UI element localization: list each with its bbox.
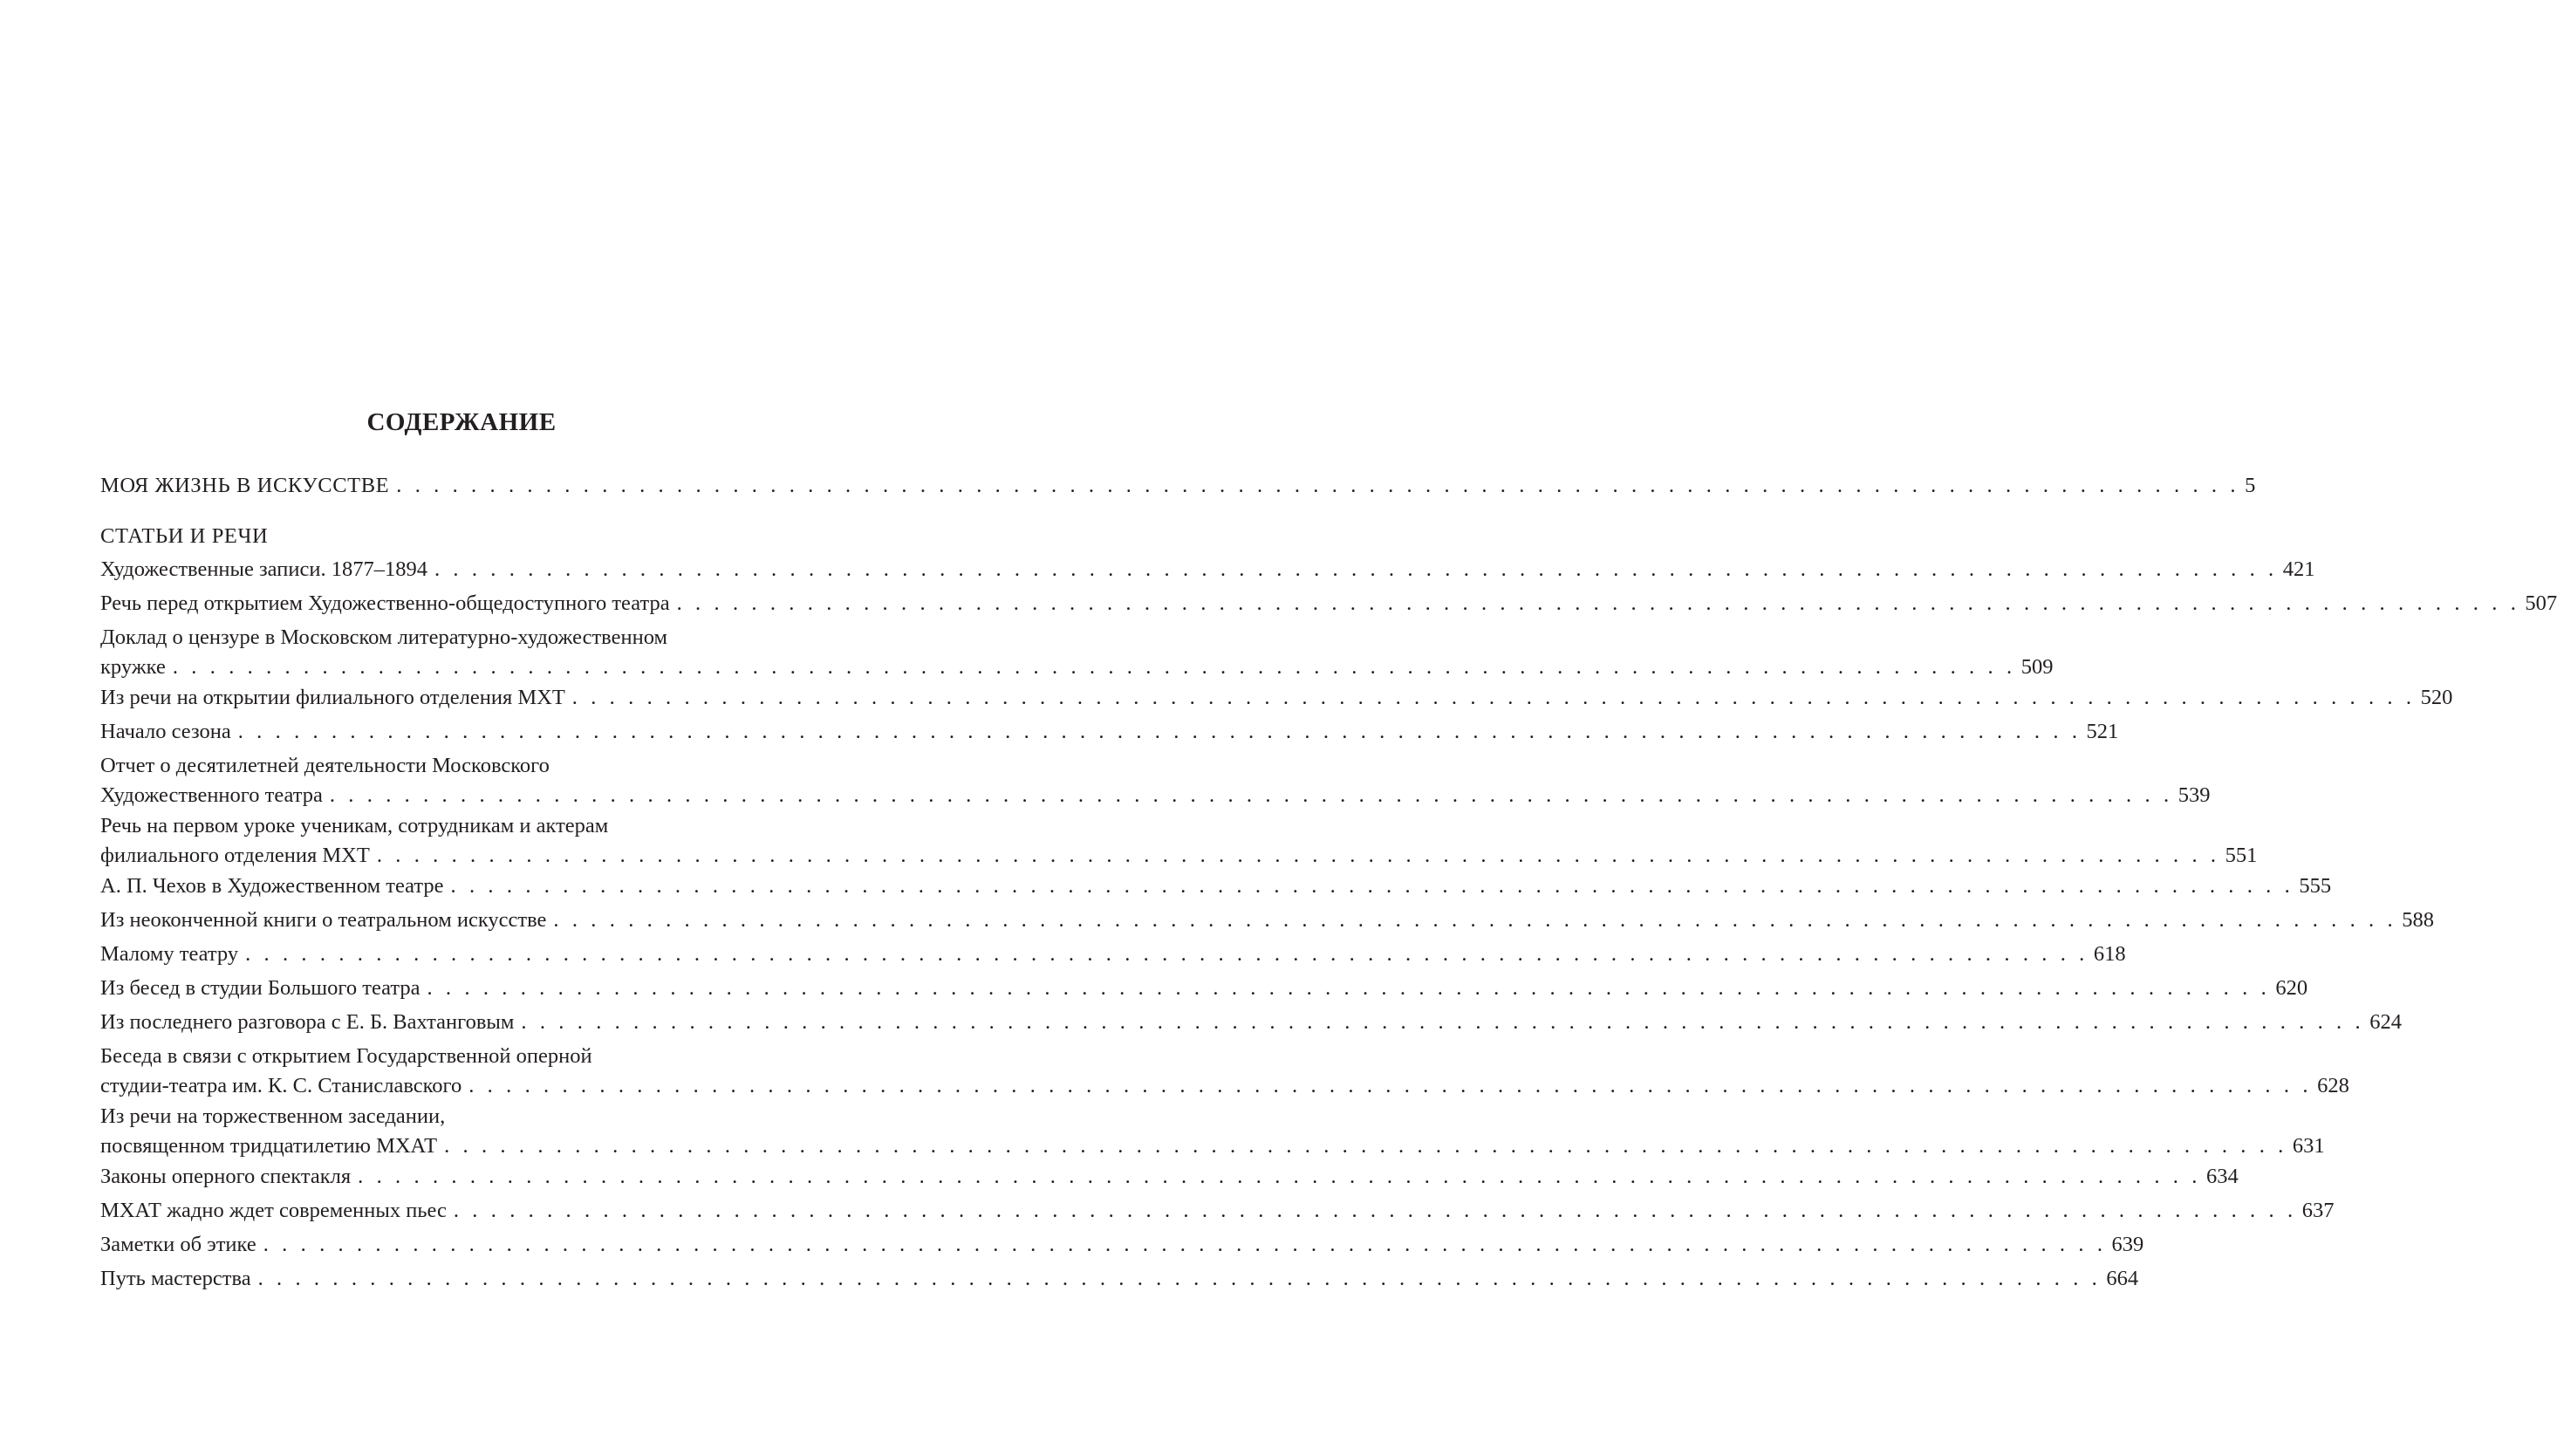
toc-entry[interactable] [100,1102,2325,1161]
toc-entry-title: А. П. Чехов в Художественном театре [100,874,444,898]
toc-entry[interactable] [100,974,2308,1003]
dot-leader: . . . . . . . . . . . . . . . . . . . . . . . . . . . . . . . . . . . . . . . . . . . . . . . . . . . . . . . . . . . . . . . . . . . . . . . . . . . . . . . . . . . . . . . . . . . . . . . . . . . [450,874,2294,898]
dot-leader: . . . . . . . . . . . . . . . . . . . . . . . . . . . . . . . . . . . . . . . . . . . . . . . . . . . . . . . . . . . . . . . . . . . . . . . . . . . . . . . . . . . . . . . . . . . . . . . . . . . [521,1010,2365,1034]
dot-leader: . . . . . . . . . . . . . . . . . . . . . . . . . . . . . . . . . . . . . . . . . . . . . . . . . . . . . . . . . . . . . . . . . . . . . . . . . . . . . . . . . . . . . . . . . . . . . . . . . . . [376,844,2220,867]
toc-entry[interactable] [100,1196,2335,1226]
toc-entry-title-line: Речь на первом уроке ученикам, сотрудникам и актерам [100,814,609,837]
toc-entry-title: МОЯ ЖИЗНЬ В ИСКУССТВЕ [100,474,390,497]
dot-leader: . . . . . . . . . . . . . . . . . . . . . . . . . . . . . . . . . . . . . . . . . . . . . . . . . . . . . . . . . . . . . . . . . . . . . . . . . . . . . . . . . . . . . . . . . . . . . . . . . . . [329,783,2173,807]
toc-entry-page: 551 [2225,844,2258,867]
toc-entry-page: 639 [2111,1233,2144,1256]
toc-entry-title: Из неоконченной книги о театральном искусстве [100,908,547,932]
toc-entry-title: Из речи на открытии филиального отделения МХТ [100,686,565,709]
dot-leader: . . . . . . . . . . . . . . . . . . . . . . . . . . . . . . . . . . . . . . . . . . . . . . . . . . . . . . . . . . . . . . . . . . . . . . . . . . . . . . . . . . . . . . . . . . . . . . . . . . . [434,557,2278,581]
toc-entry-page: 588 [2402,908,2434,932]
toc-entry[interactable] [100,940,2126,969]
dot-leader: . . . . . . . . . . . . . . . . . . . . . . . . . . . . . . . . . . . . . . . . . . . . . . . . . . . . . . . . . . . . . . . . . . . . . . . . . . . . . . . . . . . . . . . . . . . . . . . . . . . [172,655,2016,679]
toc-entry-title-line: Отчет о десятилетней деятельности Московского [100,754,550,777]
dot-leader: . . . . . . . . . . . . . . . . . . . . . . . . . . . . . . . . . . . . . . . . . . . . . . . . . . . . . . . . . . . . . . . . . . . . . . . . . . . . . . . . . . . . . . . . . . . . . . . . . . . [257,1267,2102,1290]
dot-leader: . . . . . . . . . . . . . . . . . . . . . . . . . . . . . . . . . . . . . . . . . . . . . . . . . . . . . . . . . . . . . . . . . . . . . . . . . . . . . . . . . . . . . . . . . . . . . . . . . . . [396,474,2240,497]
toc-entry-title-line: Из речи на торжественном заседании, [100,1104,446,1128]
toc-entry-title: Художественного театра [100,783,323,807]
toc-entry-title: Из последнего разговора с Е. Б. Вахтанговым [100,1010,515,1034]
toc-entry-title-line: Доклад о цензуре в Московском литературно-художественном [100,625,667,649]
toc-entry-page: 631 [2292,1134,2325,1158]
toc-entry-title: студии-театра им. К. С. Станиславского [100,1074,462,1097]
toc-entry-title: МХАТ жадно ждет современных пьес [100,1199,447,1222]
toc-entry-page: 520 [2420,686,2453,709]
toc-entry-title: филиального отделения МХТ [100,844,370,867]
toc-entry-page: 5 [2245,474,2256,497]
toc-entry-title: Художественные записи. 1877–1894 [100,557,427,581]
toc-entry-page: 555 [2299,874,2332,898]
toc-entry-page: 521 [2086,720,2119,743]
toc-entry-page: 634 [2205,1165,2239,1188]
toc-entry[interactable] [100,683,2453,713]
toc-entry[interactable] [100,589,2557,619]
toc-entry-title: Заметки об этике [100,1233,256,1256]
dot-leader: . . . . . . . . . . . . . . . . . . . . . . . . . . . . . . . . . . . . . . . . . . . . . . . . . . . . . . . . . . . . . . . . . . . . . . . . . . . . . . . . . . . . . . . . . . . . . . . . . . . [237,720,2082,743]
toc-entry-title: кружке [100,655,166,679]
toc-entry-page: 509 [2020,655,2054,679]
page-title: СОДЕРЖАНИЕ [366,408,557,436]
toc-entry-page: 620 [2275,976,2308,1000]
toc-entry-title: Законы оперного спектакля [100,1165,352,1188]
dot-leader: . . . . . . . . . . . . . . . . . . . . . . . . . . . . . . . . . . . . . . . . . . . . . . . . . . . . . . . . . . . . . . . . . . . . . . . . . . . . . . . . . . . . . . . . . . . . . . . . . . . [571,686,2416,709]
dot-leader: . . . . . . . . . . . . . . . . . . . . . . . . . . . . . . . . . . . . . . . . . . . . . . . . . . . . . . . . . . . . . . . . . . . . . . . . . . . . . . . . . . . . . . . . . . . . . . . . . . . [676,591,2520,615]
toc-entry[interactable] [100,555,2315,584]
toc-entry-page: 664 [2106,1267,2139,1290]
dot-leader: . . . . . . . . . . . . . . . . . . . . . . . . . . . . . . . . . . . . . . . . . . . . . . . . . . . . . . . . . . . . . . . . . . . . . . . . . . . . . . . . . . . . . . . . . . . . . . . . . . . [263,1233,2107,1256]
dot-leader: . . . . . . . . . . . . . . . . . . . . . . . . . . . . . . . . . . . . . . . . . . . . . . . . . . . . . . . . . . . . . . . . . . . . . . . . . . . . . . . . . . . . . . . . . . . . . . . . . . . [245,942,2089,966]
toc-entry[interactable] [100,623,2054,682]
dot-leader: . . . . . . . . . . . . . . . . . . . . . . . . . . . . . . . . . . . . . . . . . . . . . . . . . . . . . . . . . . . . . . . . . . . . . . . . . . . . . . . . . . . . . . . . . . . . . . . . . . . [427,976,2271,1000]
toc-entry-page: 421 [2282,557,2315,581]
toc-entry-title: посвященном тридцатилетию МХАТ [100,1134,438,1158]
toc-part-1[interactable] [100,471,2256,501]
toc-entry-page: 618 [2093,942,2126,966]
toc-entry[interactable] [100,1264,2139,1294]
toc-entry-page: 628 [2317,1074,2349,1097]
toc-entry[interactable] [100,811,2258,871]
toc-entry[interactable] [100,1230,2144,1260]
dot-leader: . . . . . . . . . . . . . . . . . . . . . . . . . . . . . . . . . . . . . . . . . . . . . . . . . . . . . . . . . . . . . . . . . . . . . . . . . . . . . . . . . . . . . . . . . . . . . . . . . . . [358,1165,2201,1188]
toc-entry-page: 624 [2369,1010,2402,1034]
toc-entry[interactable] [100,1008,2402,1037]
dot-leader: . . . . . . . . . . . . . . . . . . . . . . . . . . . . . . . . . . . . . . . . . . . . . . . . . . . . . . . . . . . . . . . . . . . . . . . . . . . . . . . . . . . . . . . . . . . . . . . . . . . [444,1134,2287,1158]
toc-entry-title: Путь мастерства [100,1267,251,1290]
toc-entry-page: 637 [2301,1199,2335,1222]
toc-entry-title: Речь перед открытием Художественно-общедоступного театра [100,591,670,615]
toc-entry-title: Начало сезона [100,720,231,743]
toc-entry-title-line: Беседа в связи с открытием Государственной оперной [100,1044,592,1068]
toc-entry-page: 539 [2178,783,2211,807]
toc-entry[interactable] [100,906,2434,935]
dot-leader: . . . . . . . . . . . . . . . . . . . . . . . . . . . . . . . . . . . . . . . . . . . . . . . . . . . . . . . . . . . . . . . . . . . . . . . . . . . . . . . . . . . . . . . . . . . . . . . . . . . [468,1074,2313,1097]
toc-entry[interactable] [100,872,2332,901]
toc-entry-title: Из бесед в студии Большого театра [100,976,420,1000]
toc-entry[interactable] [100,717,2119,747]
toc-entry[interactable] [100,1162,2239,1192]
toc-entry-page: 507 [2525,591,2557,615]
toc-entry[interactable] [100,751,2211,810]
toc-entry[interactable] [100,1042,2349,1101]
toc-part-2-heading: СТАТЬИ И РЕЧИ [100,524,269,548]
dot-leader: . . . . . . . . . . . . . . . . . . . . . . . . . . . . . . . . . . . . . . . . . . . . . . . . . . . . . . . . . . . . . . . . . . . . . . . . . . . . . . . . . . . . . . . . . . . . . . . . . . . [453,1199,2297,1222]
toc-entry-title: Малому театру [100,942,239,966]
dot-leader: . . . . . . . . . . . . . . . . . . . . . . . . . . . . . . . . . . . . . . . . . . . . . . . . . . . . . . . . . . . . . . . . . . . . . . . . . . . . . . . . . . . . . . . . . . . . . . . . . . . [553,908,2397,932]
